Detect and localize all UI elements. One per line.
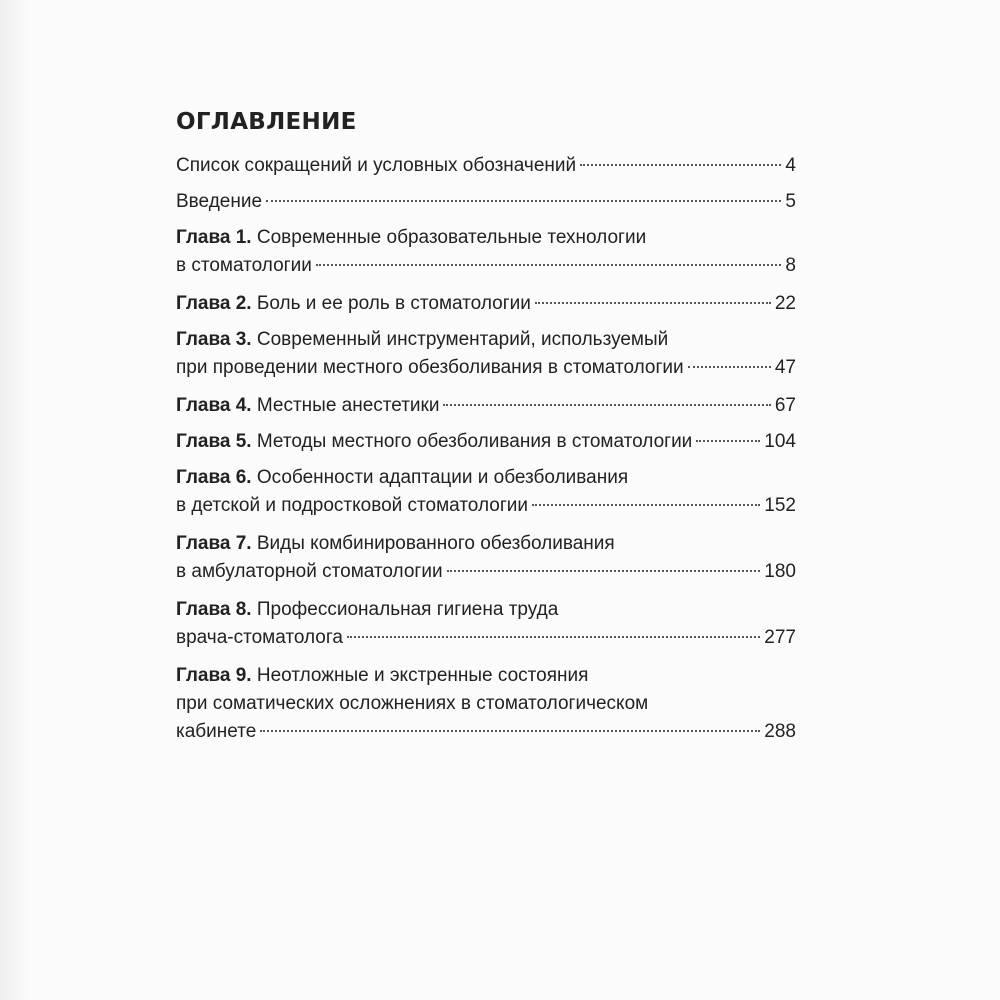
table-of-contents: [176, 108, 796, 756]
toc-entry-text-wrap: [176, 428, 692, 456]
dot-leader: [347, 636, 760, 638]
toc-entry: [176, 188, 796, 216]
toc-entry-text-wrap: [176, 533, 615, 554]
page-edge-shadow: [0, 0, 30, 1000]
toc-entry-text-wrap: [176, 718, 256, 746]
toc-entry-last-line: [176, 152, 796, 180]
toc-entry-last-line: [176, 252, 796, 280]
page-number: 4: [785, 155, 796, 176]
page-number: 47: [774, 357, 796, 378]
toc-entry-line: [176, 224, 796, 252]
toc-entry-title: Виды комбинированного обезболивания: [256, 533, 615, 554]
toc-entry: [176, 290, 796, 318]
page-number: 5: [785, 191, 796, 212]
toc-entry-line: [176, 326, 796, 354]
dot-leader: [535, 302, 771, 304]
toc-entry-title: Профессиональная гигиена труда: [256, 599, 559, 620]
toc-entry-last-line: [176, 188, 796, 216]
toc-entry: [176, 224, 796, 280]
dot-leader: [696, 440, 760, 442]
dot-leader: [688, 366, 771, 368]
toc-entry-text-wrap: [176, 392, 439, 420]
toc-entry-title: Методы местного обезболивания в стоматологии: [256, 431, 693, 452]
toc-entry: [176, 428, 796, 456]
toc-entry-title: в амбулаторной стоматологии: [176, 561, 443, 582]
dot-leader: [443, 404, 770, 406]
toc-entry-text-wrap: [176, 599, 558, 620]
toc-entry-text-wrap: [176, 252, 312, 280]
toc-entry-last-line: [176, 492, 796, 520]
toc-entry-last-line: [176, 428, 796, 456]
toc-entry-line: [176, 662, 796, 690]
toc-entry-line: [176, 464, 796, 492]
toc-entry-last-line: [176, 624, 796, 652]
chapter-label: Глава 3.: [176, 329, 252, 350]
dot-leader: [447, 570, 761, 572]
dot-leader: [532, 504, 760, 506]
page-number: 104: [764, 431, 796, 452]
toc-entry-title: Местные анестетики: [256, 395, 440, 416]
toc-entry-line: [176, 530, 796, 558]
toc-entry-last-line: [176, 558, 796, 586]
toc-entry: [176, 326, 796, 382]
toc-entry-title: Список сокращений и условных обозначений: [176, 155, 577, 176]
toc-entry-title: Современный инструментарий, используемый: [256, 329, 669, 350]
toc-entry-text-wrap: [176, 693, 648, 714]
toc-entry-text-wrap: [176, 188, 262, 216]
chapter-label: Глава 9.: [176, 665, 252, 686]
toc-entry-title: кабинете: [176, 721, 257, 742]
toc-entries: [176, 152, 796, 746]
toc-entry-title: при проведении местного обезболивания в стоматологии: [176, 357, 684, 378]
toc-entry-title: при соматических осложнениях в стоматологическом: [176, 693, 649, 714]
toc-entry-text-wrap: [176, 152, 576, 180]
dot-leader: [260, 730, 760, 732]
toc-entry-title: Неотложные и экстренные состояния: [256, 665, 589, 686]
toc-entry: [176, 530, 796, 586]
toc-entry-title: в стоматологии: [176, 255, 312, 276]
page-number: 152: [764, 495, 796, 516]
toc-entry: [176, 464, 796, 520]
chapter-label: Глава 5.: [176, 431, 252, 452]
toc-entry-last-line: [176, 354, 796, 382]
dot-leader: [580, 164, 781, 166]
toc-entry-last-line: [176, 718, 796, 746]
chapter-label: Глава 7.: [176, 533, 252, 554]
toc-entry-title: врача-стоматолога: [176, 627, 343, 648]
toc-entry: [176, 596, 796, 652]
toc-entry-line: [176, 690, 796, 718]
page-number: 22: [774, 293, 796, 314]
toc-entry: [176, 662, 796, 746]
toc-entry-last-line: [176, 290, 796, 318]
toc-entry-line: [176, 596, 796, 624]
chapter-label: Глава 2.: [176, 293, 252, 314]
dot-leader: [266, 200, 781, 202]
page-number: 288: [764, 721, 796, 742]
dot-leader: [316, 264, 782, 266]
toc-entry-text-wrap: [176, 665, 588, 686]
toc-entry-title: в детской и подростковой стоматологии: [176, 495, 528, 516]
toc-entry: [176, 152, 796, 180]
page-number: 180: [764, 561, 796, 582]
page-number: 8: [785, 255, 796, 276]
chapter-label: Глава 6.: [176, 467, 252, 488]
toc-entry: [176, 392, 796, 420]
toc-entry-text-wrap: [176, 624, 343, 652]
toc-title: ОГЛАВЛЕНИЕ: [176, 109, 357, 135]
page-number: 277: [764, 627, 796, 648]
toc-entry-text-wrap: [176, 467, 628, 488]
chapter-label: Глава 1.: [176, 227, 252, 248]
toc-entry-text-wrap: [176, 329, 668, 350]
toc-entry-text-wrap: [176, 354, 684, 382]
toc-entry-title: Особенности адаптации и обезболивания: [256, 467, 629, 488]
chapter-label: Глава 4.: [176, 395, 252, 416]
toc-entry-last-line: [176, 392, 796, 420]
toc-entry-title: Введение: [176, 191, 263, 212]
toc-entry-text-wrap: [176, 492, 528, 520]
toc-entry-title: Современные образовательные технологии: [256, 227, 647, 248]
toc-entry-title: Боль и ее роль в стоматологии: [256, 293, 531, 314]
toc-entry-text-wrap: [176, 227, 646, 248]
toc-entry-text-wrap: [176, 290, 531, 318]
chapter-label: Глава 8.: [176, 599, 252, 620]
page-number: 67: [774, 395, 796, 416]
toc-entry-text-wrap: [176, 558, 443, 586]
